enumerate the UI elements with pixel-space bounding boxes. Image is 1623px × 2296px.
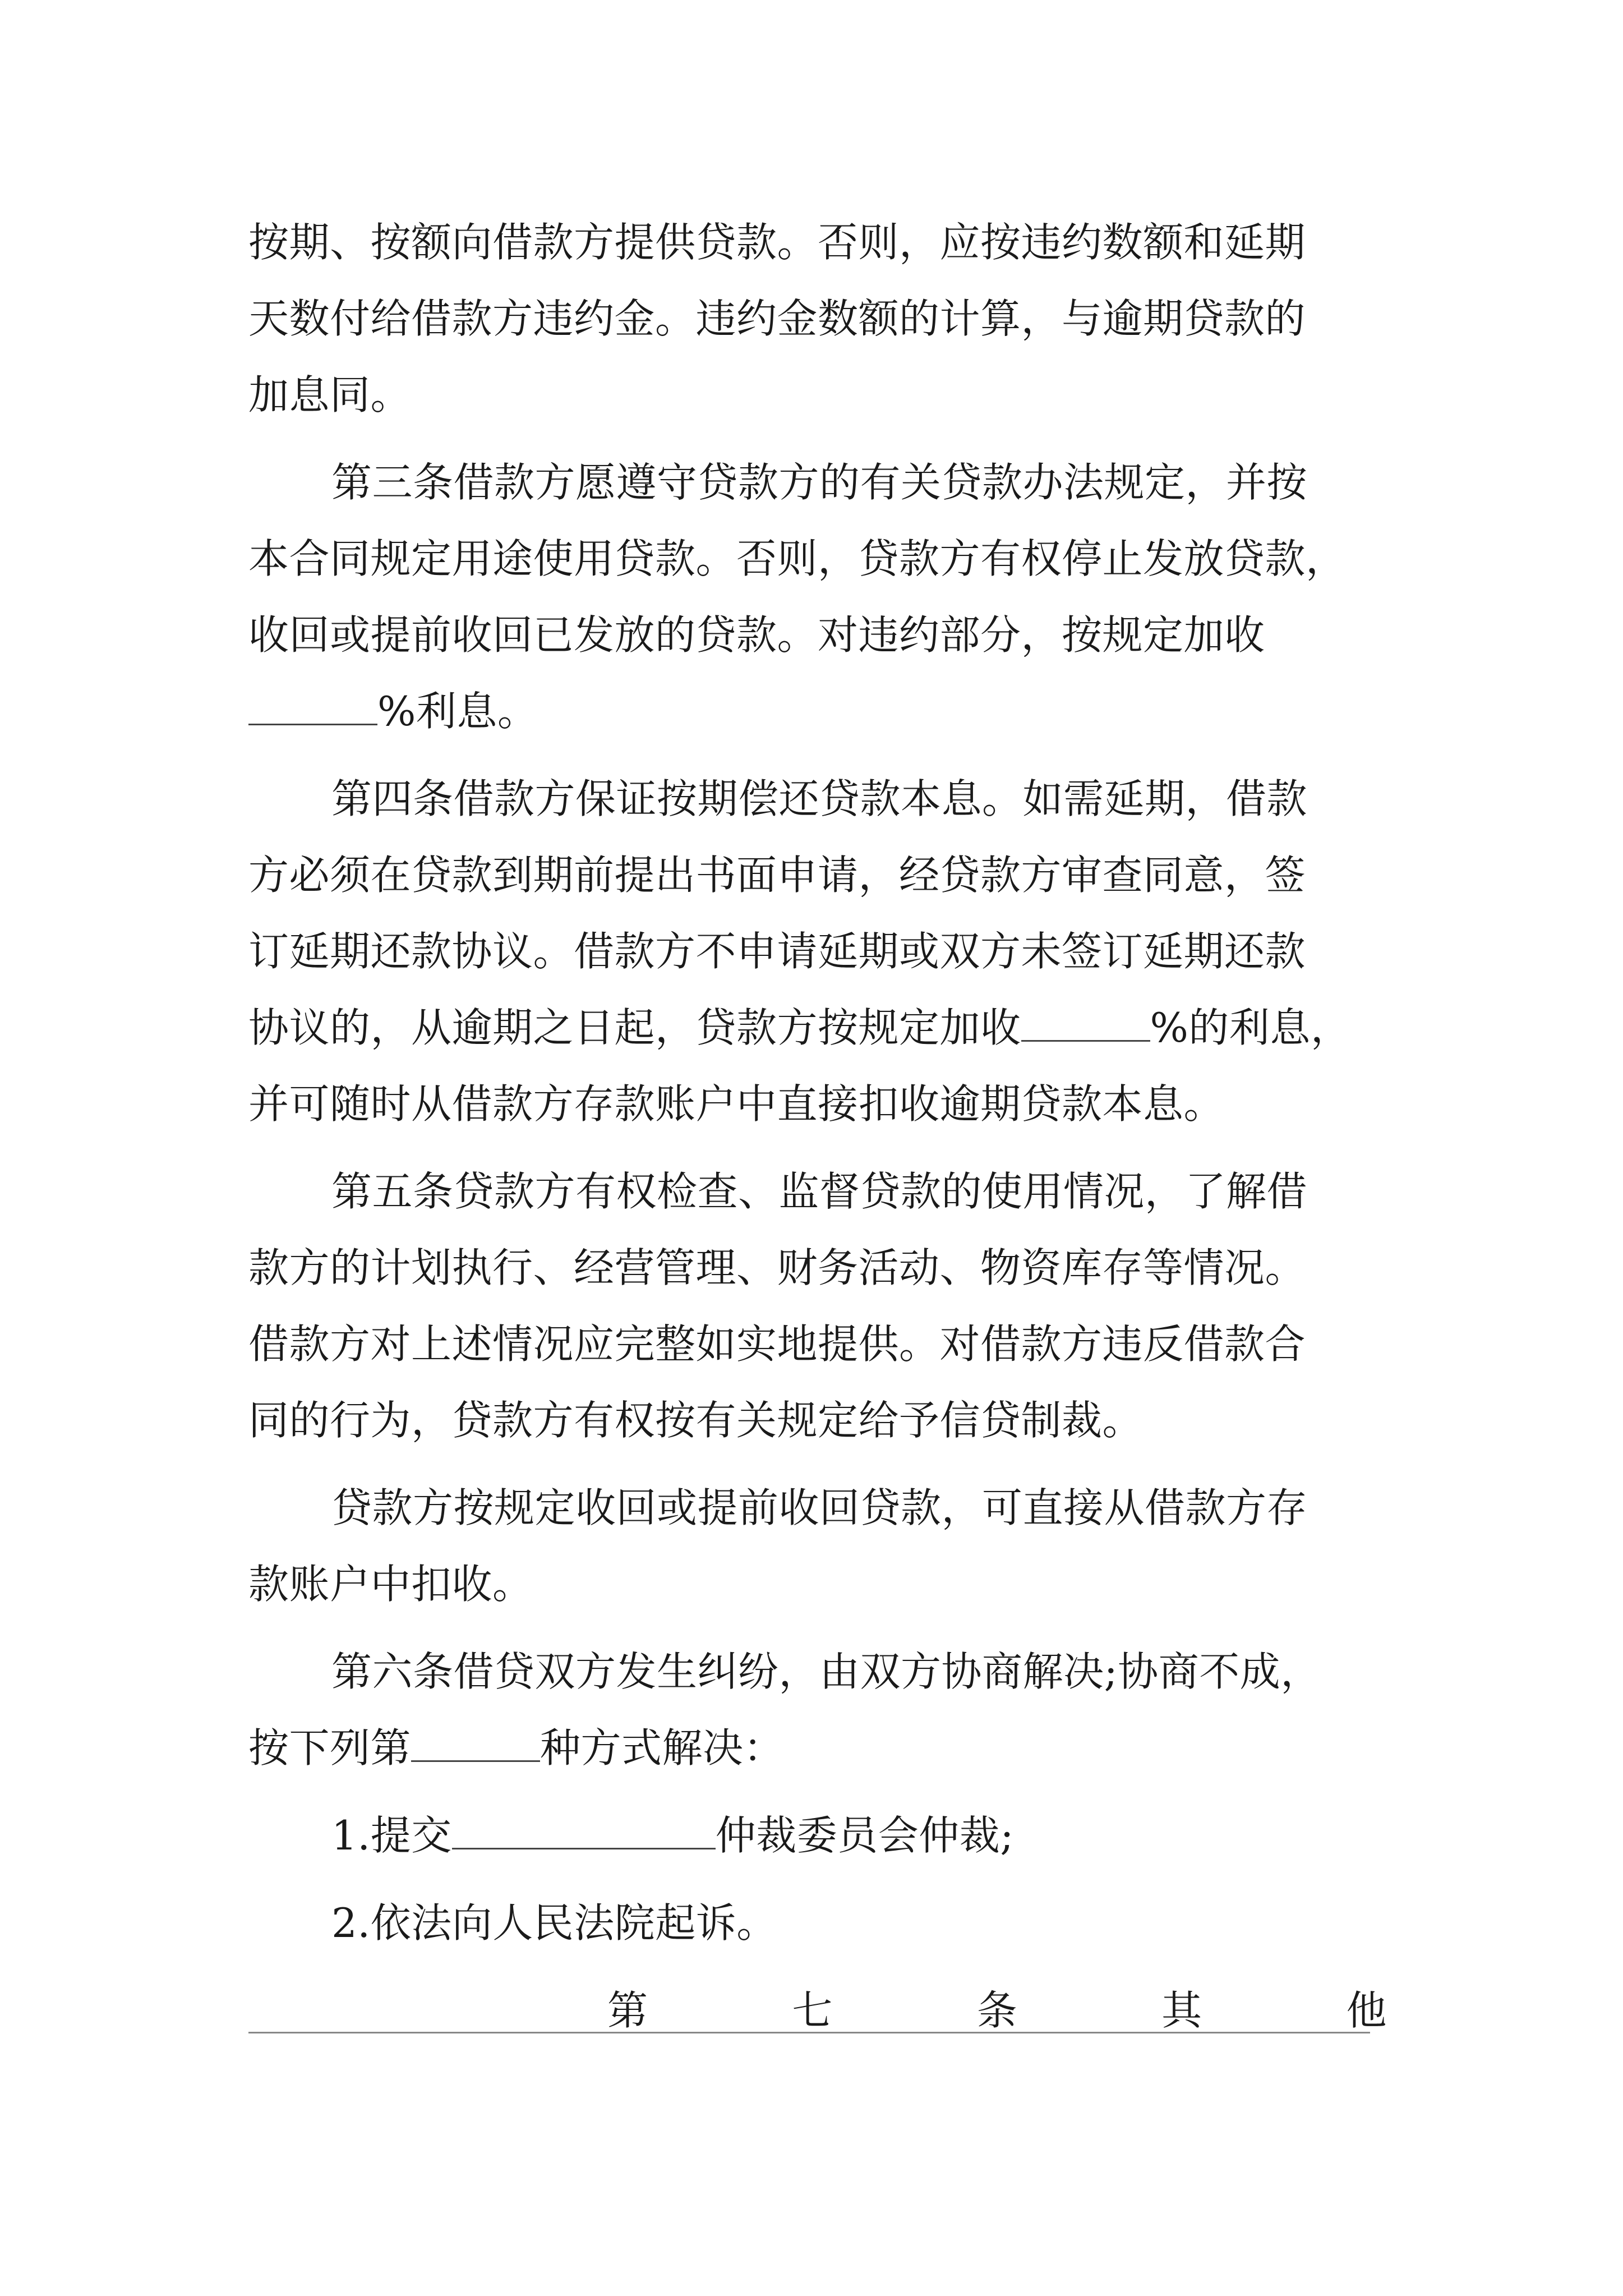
text-line: 按期、按额向借款方提供贷款。否则，应按违约数额和延期 (248, 219, 1306, 266)
text-line: 同的行为，贷款方有权按有关规定给予信贷制裁。 (248, 1397, 1144, 1444)
text-line (248, 1710, 1387, 1786)
text-line: 借款方对上述情况应完整如实地提供。对借款方违反借款合 (248, 1320, 1306, 1368)
option-1-line (248, 1797, 1387, 1874)
heading-char: 条 (976, 1987, 1018, 2034)
text-fragment: 种方式解决： (540, 1724, 785, 1772)
article-4-heading-line: 第四条借款方保证按期偿还贷款本息。如需延期，借款 (331, 775, 1308, 822)
text-fragment: 1.提交 (331, 1812, 452, 1859)
heading-char: 七 (792, 1987, 833, 2034)
text-fragment: 仲裁委员会仲裁; (715, 1812, 1014, 1859)
fill-in-blank[interactable] (248, 690, 377, 725)
text-fragment: %的利息， (1150, 1004, 1352, 1051)
text-line: 订延期还款协议。借款方不申请延期或双方未签订延期还款 (248, 928, 1306, 975)
text-fragment: 按下列第 (248, 1724, 412, 1772)
text-line: 天数付给借款方违约金。违约金数额的计算，与逾期贷款的 (248, 295, 1306, 342)
text-line (248, 673, 1387, 749)
heading-char: 他 (1346, 1987, 1387, 2034)
fill-in-blank[interactable] (452, 1814, 716, 1849)
text-line (248, 990, 1387, 1066)
text-line: 款账户中扣收。 (248, 1561, 533, 1608)
text-line: 贷款方按规定收回或提前收回贷款，可直接从借款方存 (331, 1484, 1308, 1531)
text-line: 加息同。 (248, 371, 412, 418)
text-line: 款方的计划执行、经营管理、财务活动、物资库存等情况。 (248, 1244, 1306, 1291)
text-line: 并可随时从借款方存款账户中直接扣收逾期贷款本息。 (248, 1080, 1225, 1128)
heading-char: 其 (1161, 1987, 1202, 2034)
text-line: 收回或提前收回已发放的贷款。对违约部分，按规定加收 (248, 611, 1265, 659)
fill-in-blank[interactable] (411, 1727, 540, 1762)
article-3-heading-line: 第三条借款方愿遵守贷款方的有关贷款办法规定，并按 (331, 459, 1308, 506)
article-6-heading-line: 第六条借贷双方发生纠纷，由双方协商解决;协商不成， (331, 1648, 1321, 1695)
contract-body (248, 204, 1387, 2049)
article-7-heading-line (248, 1972, 1387, 2049)
text-line: 方必须在贷款到期前提出书面申请，经贷款方审查同意，签 (248, 852, 1306, 899)
bottom-divider (248, 2032, 1370, 2033)
article-5-heading-line: 第五条贷款方有权检查、监督贷款的使用情况，了解借 (331, 1168, 1308, 1215)
text-fragment: 协议的，从逾期之日起，贷款方按规定加收 (248, 1004, 1021, 1051)
text-fragment: %利息。 (377, 688, 538, 735)
option-2-line: 2.依法向人民法院起诉。 (331, 1899, 777, 1947)
text-line: 本合同规定用途使用贷款。否则，贷款方有权停止发放贷款， (248, 535, 1347, 582)
fill-in-blank[interactable] (1021, 1006, 1150, 1042)
heading-char: 第 (607, 1987, 648, 2034)
